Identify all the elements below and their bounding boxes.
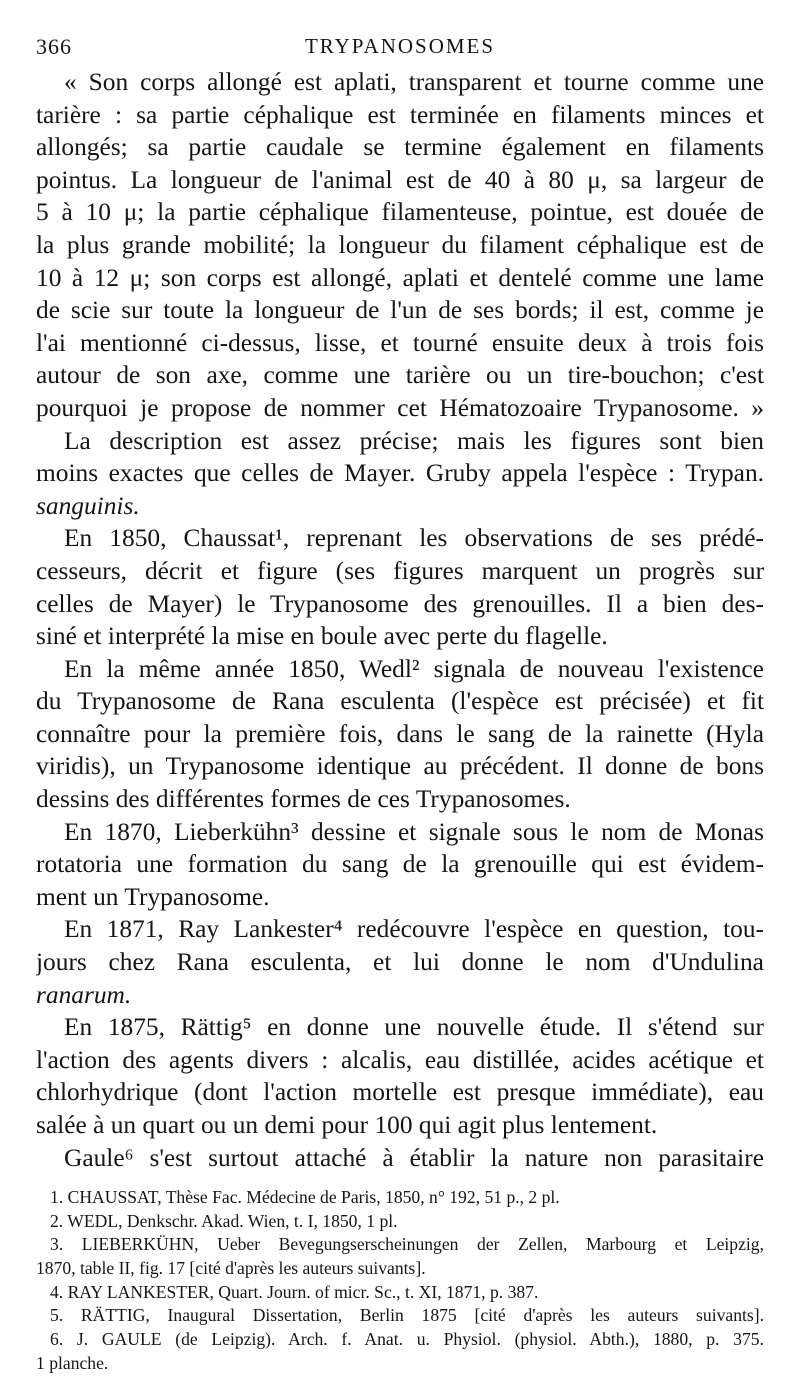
- text-line: allongés; sa partie caudale se termine également en filaments: [36, 133, 764, 162]
- text-line: En 1875, Rättig⁵ en donne une nouvelle étude. Il s'étend sur: [64, 1013, 764, 1042]
- footnote-line: 5. RÄTTIG, Inaugural Dissertation, Berlin 1875 [cité d'après les auteurs suivants].: [50, 1305, 764, 1326]
- body-text: [36, 66, 764, 1174]
- text-line: La description est assez précise; mais les figures sont bien: [64, 426, 764, 455]
- text-line: connaître pour la première fois, dans le sang de la rainette (Hyla: [36, 719, 764, 748]
- footnote-line: 1 planche.: [36, 1352, 109, 1373]
- page-header: [36, 34, 764, 60]
- text-line: siné et interprété la mise en boule avec perte du flagelle.: [36, 622, 608, 651]
- text-line: ment un Trypanosome.: [36, 882, 270, 911]
- footnote-line: 6. J. GAULE (de Leipzig). Arch. f. Anat. u. Physiol. (physiol. Abth.), 1880, p. 375.: [50, 1329, 764, 1350]
- text-line: chlorhydrique (dont l'action mortelle est presque immédiate), eau: [36, 1078, 764, 1107]
- page-number: 366: [36, 34, 72, 59]
- running-title: TRYPANOSOMES: [304, 34, 496, 58]
- text-line: moins exactes que celles de Mayer. Gruby appela l'espèce : Trypan.: [36, 459, 764, 488]
- text-line: pointus. La longueur de l'animal est de 40 à 80 μ, sa largeur de: [36, 165, 764, 194]
- text-line: pourquoi je propose de nommer cet Hématozoaire Trypanosome. »: [36, 393, 764, 422]
- text-line: En 1871, Ray Lankester⁴ redécouvre l'espèce en question, tou-: [64, 915, 764, 944]
- text-line: celles de Mayer) le Trypanosome des grenouilles. Il a bien des-: [36, 589, 764, 618]
- footnotes: [36, 1186, 764, 1376]
- text-line: salée à un quart ou un demi pour 100 qui agit plus lentement.: [36, 1111, 658, 1139]
- text-line: rotatoria une formation du sang de la grenouille qui est évidem-: [36, 850, 764, 879]
- text-line: ranarum.: [36, 980, 132, 1009]
- footnote-line: 2. WEDL, Denkschr. Akad. Wien, t. I, 1850, 1 pl.: [50, 1210, 398, 1231]
- footnote-line: 1870, table II, fig. 17 [cité d'après les auteurs suivants].: [36, 1258, 426, 1279]
- text-line: En la même année 1850, Wedl² signala de nouveau l'existence: [64, 654, 764, 683]
- text-line: jours chez Rana esculenta, et lui donne le nom d'Undulina: [36, 948, 764, 977]
- text-line: l'action des agents divers : alcalis, eau distillée, acides acétique et: [36, 1045, 764, 1074]
- text-line: viridis), un Trypanosome identique au précédent. Il donne de bons: [36, 752, 764, 781]
- footnote-line: 3. LIEBERKÜHN, Ueber Bevegungserscheinungen der Zellen, Marbourg et Leipzig,: [50, 1234, 764, 1255]
- text-line: 5 à 10 μ; la partie céphalique filamenteuse, pointue, est douée de: [36, 198, 764, 227]
- text-line: tarière : sa partie céphalique est terminée en filaments minces et: [36, 100, 764, 129]
- text-line: de scie sur toute la longueur de l'un de ses bords; il est, comme je: [36, 296, 764, 325]
- text-line: dessins des différentes formes de ces Trypanosomes.: [36, 785, 571, 814]
- text-line: autour de son axe, comme une tarière ou un tire-bouchon; c'est: [36, 361, 764, 390]
- footnote-line: 1. CHAUSSAT, Thèse Fac. Médecine de Paris, 1850, n° 192, 51 p., 2 pl.: [50, 1187, 560, 1207]
- text-line: l'ai mentionné ci-dessus, lisse, et tourné ensuite deux à trois fois: [36, 328, 764, 357]
- text-line: En 1870, Lieberkühn³ dessine et signale sous le nom de Monas: [64, 817, 764, 846]
- text-line: du Trypanosome de Rana esculenta (l'espèce est précisée) et fit: [36, 687, 764, 716]
- text-line: 10 à 12 μ; son corps est allongé, aplati et dentelé comme une lame: [36, 263, 764, 292]
- text-line: Gaule⁶ s'est surtout attaché à établir la nature non parasitaire: [64, 1143, 764, 1172]
- text-line: En 1850, Chaussat¹, reprenant les observations de ses prédé-: [64, 524, 764, 553]
- text-line: cesseurs, décrit et figure (ses figures marquent un progrès sur: [36, 556, 764, 585]
- footnote-line: 4. RAY LANKESTER, Quart. Journ. of micr. Sc., t. XI, 1871, p. 387.: [50, 1281, 539, 1302]
- text-line: sanguinis.: [36, 491, 140, 520]
- text-line: « Son corps allongé est aplati, transparent et tourne comme une: [64, 68, 764, 96]
- text-line: la plus grande mobilité; la longueur du filament céphalique est de: [36, 230, 764, 259]
